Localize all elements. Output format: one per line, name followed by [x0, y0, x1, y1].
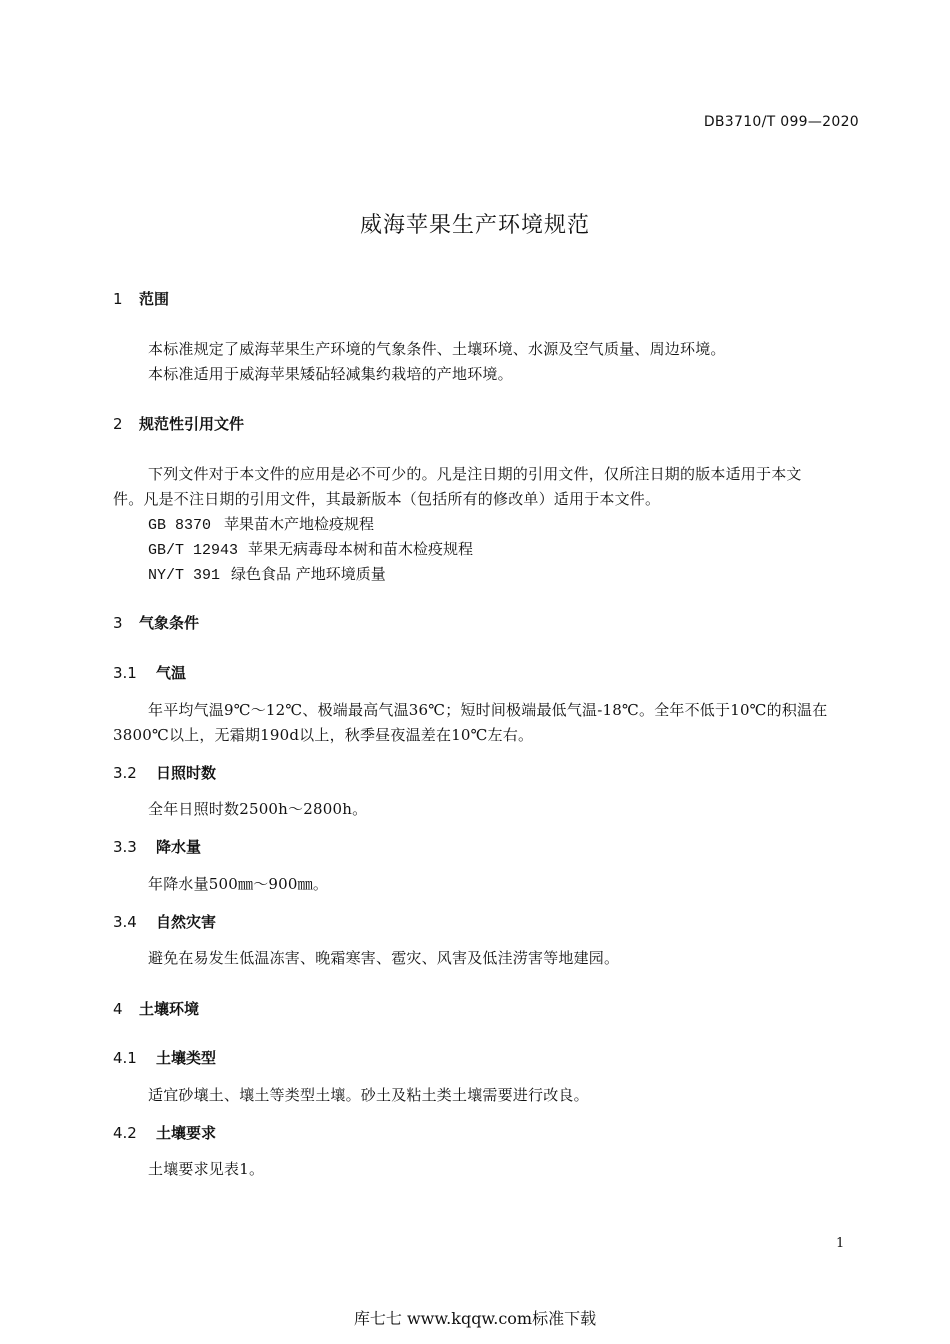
reference-code: NY/T 391: [148, 567, 221, 584]
document-number: DB3710/T 099—2020: [703, 114, 859, 130]
reference-item: [148, 538, 473, 559]
section-number: 2: [113, 415, 123, 433]
paragraph: 全年日照时数2500h～2800h。: [148, 800, 368, 818]
reference-code: GB/T 12943: [148, 542, 239, 559]
subsection-title: 土壤类型: [156, 1049, 217, 1067]
subsection-4-1-heading: [113, 1047, 216, 1068]
subsection-number: 3.3: [113, 838, 137, 856]
paragraph: 本标准适用于威海苹果矮砧轻减集约栽培的产地环境。: [148, 365, 513, 383]
paragraph-line: 下列文件对于本文件的应用是必不可少的。凡是注日期的引用文件，仅所注日期的版本适用于本文: [148, 465, 802, 483]
section-4-heading: [113, 998, 199, 1019]
subsection-4-2-heading: [113, 1122, 216, 1143]
subsection-number: 3.2: [113, 764, 137, 782]
subsection-number: 4.2: [113, 1124, 137, 1142]
section-number: 1: [113, 290, 123, 308]
section-title: 气象条件: [139, 614, 200, 632]
paragraph-line: 年平均气温9℃～12℃、极端最高气温36℃；短时间极端最低气温-18℃。全年不低于10℃的积温在: [148, 701, 828, 719]
section-3-heading: [113, 612, 199, 633]
paragraph-line: 3800℃以上，无霜期190d以上，秋季昼夜温差在10℃左右。: [113, 726, 534, 744]
subsection-title: 自然灾害: [156, 913, 217, 931]
reference-title: 苹果无病毒母本树和苗木检疫规程: [248, 540, 474, 558]
reference-item: [148, 563, 386, 584]
footer-watermark: 库七七 www.kqqw.com标准下载: [353, 1309, 597, 1328]
paragraph: 土壤要求见表1。: [148, 1160, 265, 1178]
subsection-number: 4.1: [113, 1049, 137, 1067]
reference-title: 绿色食品 产地环境质量: [231, 565, 386, 583]
section-number: 3: [113, 614, 123, 632]
paragraph: 年降水量500㎜～900㎜。: [148, 875, 329, 893]
subsection-number: 3.4: [113, 913, 137, 931]
reference-code: GB 8370: [148, 517, 212, 534]
page-number: 1: [836, 1236, 845, 1251]
subsection-title: 土壤要求: [156, 1124, 217, 1142]
page-title: 威海苹果生产环境规范: [359, 213, 590, 238]
section-number: 4: [113, 1000, 123, 1018]
paragraph: 避免在易发生低温冻害、晚霜寒害、雹灾、风害及低洼涝害等地建园。: [148, 949, 620, 967]
paragraph-line: 件。凡是不注日期的引用文件，其最新版本（包括所有的修改单）适用于本文件。: [113, 490, 661, 508]
subsection-3-3-heading: [113, 836, 201, 857]
paragraph: 适宜砂壤土、壤土等类型土壤。砂土及粘土类土壤需要进行改良。: [148, 1086, 589, 1104]
subsection-title: 日照时数: [156, 764, 217, 782]
subsection-title: 降水量: [156, 838, 202, 856]
reference-item: [148, 513, 374, 534]
section-title: 规范性引用文件: [139, 415, 245, 433]
section-title: 土壤环境: [139, 1000, 200, 1018]
section-1-heading: [113, 288, 169, 309]
subsection-3-1-heading: [113, 662, 186, 683]
subsection-title: 气温: [156, 664, 187, 682]
subsection-3-2-heading: [113, 762, 216, 783]
paragraph: 本标准规定了威海苹果生产环境的气象条件、土壤环境、水源及空气质量、周边环境。: [148, 340, 726, 358]
subsection-3-4-heading: [113, 911, 216, 932]
section-2-heading: [113, 413, 244, 434]
section-title: 范围: [139, 290, 170, 308]
subsection-number: 3.1: [113, 664, 137, 682]
reference-title: 苹果苗木产地检疫规程: [224, 515, 375, 533]
